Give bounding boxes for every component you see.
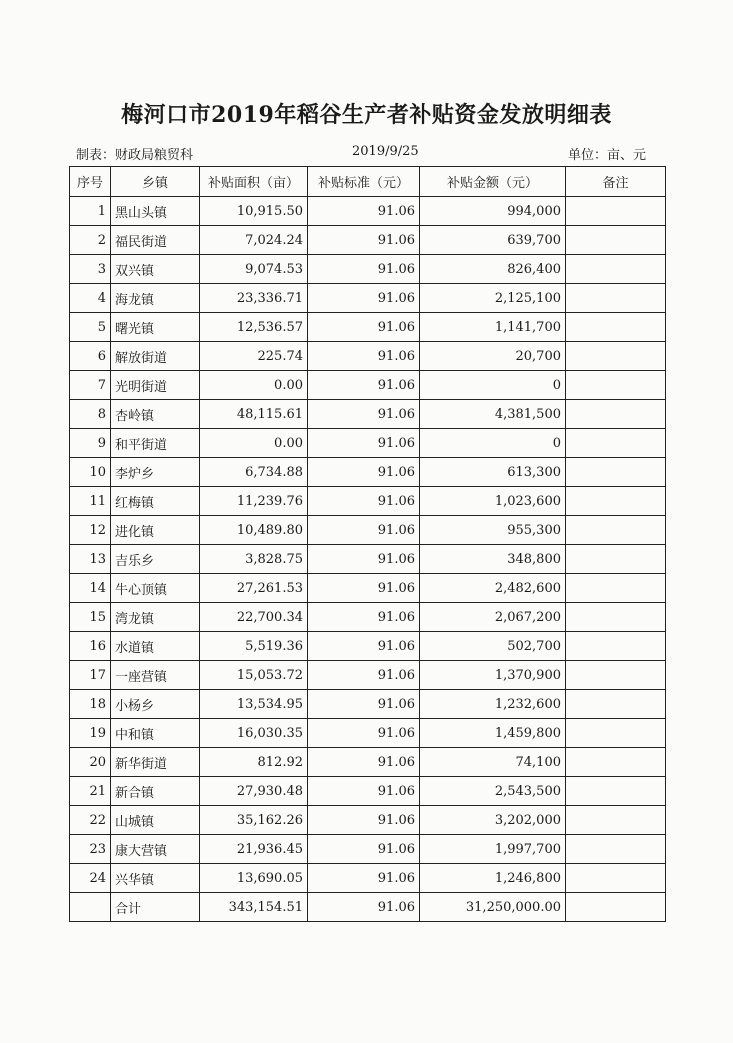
cell-rate: 91.06 xyxy=(308,197,420,226)
cell-rate: 91.06 xyxy=(308,429,420,458)
cell-rate: 91.06 xyxy=(308,806,420,835)
cell-no: 14 xyxy=(70,574,111,603)
table-row xyxy=(70,690,666,719)
cell-amount: 2,067,200 xyxy=(420,603,566,632)
cell-amount: 1,459,800 xyxy=(420,719,566,748)
cell-area: 0.00 xyxy=(200,371,308,400)
unit-label: 单位：亩、元 xyxy=(568,148,647,163)
cell-amount: 2,125,100 xyxy=(420,284,566,313)
cell-area: 13,690.05 xyxy=(200,864,308,893)
cell-no: 22 xyxy=(70,806,111,835)
cell-area: 27,930.48 xyxy=(200,777,308,806)
cell-town: 中和镇 xyxy=(111,719,200,748)
cell-area: 27,261.53 xyxy=(200,574,308,603)
cell-no: 1 xyxy=(70,197,111,226)
table-row xyxy=(70,255,666,284)
header-row xyxy=(70,167,666,197)
cell-town: 双兴镇 xyxy=(111,255,200,284)
cell-rate: 91.06 xyxy=(308,545,420,574)
cell-rate: 91.06 xyxy=(308,487,420,516)
cell-no: 7 xyxy=(70,371,111,400)
cell-amount: 1,997,700 xyxy=(420,835,566,864)
cell-note xyxy=(566,574,666,603)
cell-no: 6 xyxy=(70,342,111,371)
cell-note xyxy=(566,313,666,342)
cell-rate: 91.06 xyxy=(308,603,420,632)
cell-area: 21,936.45 xyxy=(200,835,308,864)
cell-rate: 91.06 xyxy=(308,371,420,400)
cell-note xyxy=(566,226,666,255)
cell-no: 20 xyxy=(70,748,111,777)
cell-amount: 20,700 xyxy=(420,342,566,371)
cell-note xyxy=(566,545,666,574)
cell-note xyxy=(566,690,666,719)
cell-rate: 91.06 xyxy=(308,400,420,429)
cell-rate: 91.06 xyxy=(308,313,420,342)
cell-amount: 1,023,600 xyxy=(420,487,566,516)
cell-note xyxy=(566,197,666,226)
cell-town: 杏岭镇 xyxy=(111,400,200,429)
table-row xyxy=(70,487,666,516)
cell-amount: 31,250,000.00 xyxy=(420,893,566,922)
cell-town: 合计 xyxy=(111,893,200,922)
cell-rate: 91.06 xyxy=(308,458,420,487)
cell-note xyxy=(566,516,666,545)
cell-rate: 91.06 xyxy=(308,661,420,690)
cell-rate: 91.06 xyxy=(308,255,420,284)
cell-area: 343,154.51 xyxy=(200,893,308,922)
cell-rate: 91.06 xyxy=(308,226,420,255)
header-note: 备注 xyxy=(566,167,666,197)
cell-amount: 613,300 xyxy=(420,458,566,487)
cell-area: 3,828.75 xyxy=(200,545,308,574)
cell-amount: 4,381,500 xyxy=(420,400,566,429)
cell-town: 牛心顶镇 xyxy=(111,574,200,603)
cell-note xyxy=(566,400,666,429)
table-row xyxy=(70,632,666,661)
cell-area: 0.00 xyxy=(200,429,308,458)
cell-town: 湾龙镇 xyxy=(111,603,200,632)
cell-rate: 91.06 xyxy=(308,632,420,661)
table-row xyxy=(70,777,666,806)
cell-area: 16,030.35 xyxy=(200,719,308,748)
cell-no: 16 xyxy=(70,632,111,661)
table-body xyxy=(70,197,666,922)
cell-amount: 3,202,000 xyxy=(420,806,566,835)
table-row xyxy=(70,284,666,313)
cell-area: 6,734.88 xyxy=(200,458,308,487)
header-no: 序号 xyxy=(70,167,111,197)
cell-no: 9 xyxy=(70,429,111,458)
cell-amount: 955,300 xyxy=(420,516,566,545)
cell-amount: 2,482,600 xyxy=(420,574,566,603)
cell-area: 225.74 xyxy=(200,342,308,371)
table-row xyxy=(70,342,666,371)
table-row xyxy=(70,197,666,226)
cell-area: 9,074.53 xyxy=(200,255,308,284)
cell-area: 35,162.26 xyxy=(200,806,308,835)
cell-no: 18 xyxy=(70,690,111,719)
cell-rate: 91.06 xyxy=(308,516,420,545)
cell-note xyxy=(566,255,666,284)
cell-no: 4 xyxy=(70,284,111,313)
cell-note xyxy=(566,342,666,371)
header-rate: 补贴标准（元） xyxy=(308,167,420,197)
cell-town: 红梅镇 xyxy=(111,487,200,516)
cell-note xyxy=(566,893,666,922)
cell-note xyxy=(566,748,666,777)
cell-town: 李炉乡 xyxy=(111,458,200,487)
cell-note xyxy=(566,661,666,690)
cell-area: 48,115.61 xyxy=(200,400,308,429)
cell-town: 海龙镇 xyxy=(111,284,200,313)
cell-no: 2 xyxy=(70,226,111,255)
total-row xyxy=(70,893,666,922)
cell-area: 10,489.80 xyxy=(200,516,308,545)
cell-rate: 91.06 xyxy=(308,864,420,893)
cell-area: 812.92 xyxy=(200,748,308,777)
table-row xyxy=(70,661,666,690)
cell-amount: 348,800 xyxy=(420,545,566,574)
cell-amount: 1,370,900 xyxy=(420,661,566,690)
table-row xyxy=(70,516,666,545)
cell-no: 12 xyxy=(70,516,111,545)
cell-no: 24 xyxy=(70,864,111,893)
table-row xyxy=(70,806,666,835)
table-row xyxy=(70,748,666,777)
table-row xyxy=(70,835,666,864)
cell-town: 兴华镇 xyxy=(111,864,200,893)
cell-town: 吉乐乡 xyxy=(111,545,200,574)
cell-town: 水道镇 xyxy=(111,632,200,661)
cell-area: 5,519.36 xyxy=(200,632,308,661)
cell-area: 13,534.95 xyxy=(200,690,308,719)
cell-rate: 91.06 xyxy=(308,893,420,922)
cell-no: 11 xyxy=(70,487,111,516)
cell-amount: 0 xyxy=(420,429,566,458)
table-row xyxy=(70,400,666,429)
cell-amount: 826,400 xyxy=(420,255,566,284)
header-area: 补贴面积（亩） xyxy=(200,167,308,197)
maker-label: 制表：财政局粮贸科 xyxy=(76,148,194,163)
cell-area: 7,024.24 xyxy=(200,226,308,255)
cell-amount: 639,700 xyxy=(420,226,566,255)
cell-note xyxy=(566,487,666,516)
cell-no: 5 xyxy=(70,313,111,342)
table-row xyxy=(70,719,666,748)
cell-rate: 91.06 xyxy=(308,777,420,806)
cell-note xyxy=(566,603,666,632)
cell-no: 15 xyxy=(70,603,111,632)
table-row xyxy=(70,603,666,632)
table-row xyxy=(70,226,666,255)
cell-rate: 91.06 xyxy=(308,719,420,748)
cell-no: 21 xyxy=(70,777,111,806)
cell-area: 23,336.71 xyxy=(200,284,308,313)
cell-note xyxy=(566,777,666,806)
subsidy-table xyxy=(69,166,666,922)
cell-no: 3 xyxy=(70,255,111,284)
cell-no: 13 xyxy=(70,545,111,574)
cell-note xyxy=(566,719,666,748)
cell-town: 新华街道 xyxy=(111,748,200,777)
cell-rate: 91.06 xyxy=(308,748,420,777)
cell-note xyxy=(566,864,666,893)
cell-note xyxy=(566,458,666,487)
cell-amount: 994,000 xyxy=(420,197,566,226)
cell-town: 福民街道 xyxy=(111,226,200,255)
header-town: 乡镇 xyxy=(111,167,200,197)
cell-amount: 1,246,800 xyxy=(420,864,566,893)
table-row xyxy=(70,429,666,458)
table-row xyxy=(70,313,666,342)
cell-town: 新合镇 xyxy=(111,777,200,806)
cell-note xyxy=(566,632,666,661)
cell-amount: 502,700 xyxy=(420,632,566,661)
table-row xyxy=(70,371,666,400)
cell-note xyxy=(566,429,666,458)
cell-note xyxy=(566,835,666,864)
cell-amount: 74,100 xyxy=(420,748,566,777)
table-row xyxy=(70,458,666,487)
table-row xyxy=(70,545,666,574)
cell-no: 8 xyxy=(70,400,111,429)
cell-town: 黑山头镇 xyxy=(111,197,200,226)
cell-no: 23 xyxy=(70,835,111,864)
cell-amount: 0 xyxy=(420,371,566,400)
table-row xyxy=(70,574,666,603)
cell-note xyxy=(566,284,666,313)
cell-no: 17 xyxy=(70,661,111,690)
cell-town: 解放街道 xyxy=(111,342,200,371)
cell-town: 光明街道 xyxy=(111,371,200,400)
cell-town: 和平街道 xyxy=(111,429,200,458)
cell-no: 10 xyxy=(70,458,111,487)
page-title: 梅河口市2019年稻谷生产者补贴资金发放明细表 xyxy=(121,102,612,128)
date-label: 2019/9/25 xyxy=(352,144,419,159)
cell-area: 15,053.72 xyxy=(200,661,308,690)
header-amount: 补贴金额（元） xyxy=(420,167,566,197)
cell-note xyxy=(566,371,666,400)
cell-rate: 91.06 xyxy=(308,284,420,313)
cell-town: 一座营镇 xyxy=(111,661,200,690)
cell-area: 10,915.50 xyxy=(200,197,308,226)
cell-rate: 91.06 xyxy=(308,835,420,864)
cell-amount: 2,543,500 xyxy=(420,777,566,806)
cell-town: 进化镇 xyxy=(111,516,200,545)
cell-rate: 91.06 xyxy=(308,342,420,371)
cell-note xyxy=(566,806,666,835)
cell-area: 11,239.76 xyxy=(200,487,308,516)
cell-rate: 91.06 xyxy=(308,690,420,719)
cell-amount: 1,141,700 xyxy=(420,313,566,342)
cell-town: 山城镇 xyxy=(111,806,200,835)
table-row xyxy=(70,864,666,893)
cell-town: 曙光镇 xyxy=(111,313,200,342)
cell-amount: 1,232,600 xyxy=(420,690,566,719)
cell-rate: 91.06 xyxy=(308,574,420,603)
cell-town: 小杨乡 xyxy=(111,690,200,719)
cell-area: 22,700.34 xyxy=(200,603,308,632)
cell-town: 康大营镇 xyxy=(111,835,200,864)
cell-no xyxy=(70,893,111,922)
cell-area: 12,536.57 xyxy=(200,313,308,342)
cell-no: 19 xyxy=(70,719,111,748)
